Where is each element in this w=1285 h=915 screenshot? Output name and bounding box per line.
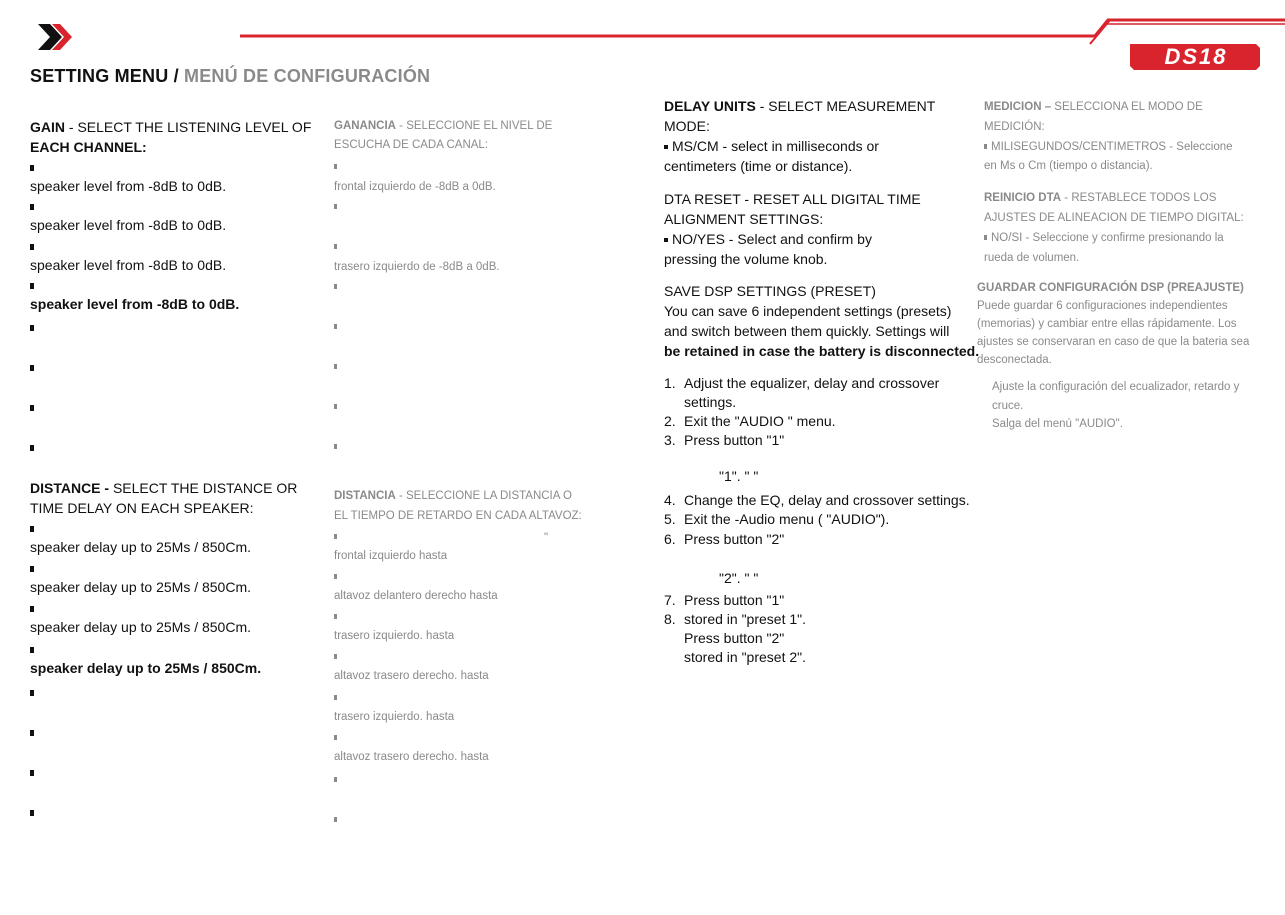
step-6-fragment: "2". " ": [719, 570, 759, 586]
bullet: [334, 364, 337, 369]
bullet: [334, 324, 337, 329]
step-5: Exit the -Audio menu ( "AUDIO").: [684, 511, 890, 527]
bullet: [30, 365, 34, 371]
save-dsp-heading: SAVE DSP SETTINGS (PRESET): [664, 283, 876, 299]
guardar-heading: GUARDAR CONFIGURACIÓN DSP (PREAJUSTE): [977, 282, 1244, 294]
distance-line-3: speaker delay up to 25Ms / 850Cm.: [30, 619, 252, 635]
no-yes-line: NO/YES - Select and confirm by: [672, 231, 872, 247]
bullet: [984, 235, 987, 240]
bullet: [334, 404, 337, 409]
bullet: [30, 204, 34, 210]
salga-line: Salga del menú "AUDIO".: [992, 418, 1123, 430]
guardar-para-4: desconectada.: [977, 354, 1052, 366]
medicion-heading-2: MEDICIÓN:: [984, 121, 1045, 133]
bullet: [334, 534, 337, 539]
distancia-line-1: frontal izquierdo hasta: [334, 550, 448, 562]
bullet: [334, 614, 337, 619]
distancia-line-3: trasero izquierdo. hasta: [334, 630, 455, 642]
stray-quote: ": [544, 532, 549, 544]
gain-heading-2: EACH CHANNEL:: [30, 139, 147, 155]
step-3: Press button "1": [684, 432, 785, 448]
bullet: [30, 810, 34, 816]
bullet: [30, 647, 34, 653]
bullet: [30, 445, 34, 451]
gain-heading-label: GAIN: [30, 119, 65, 135]
bullet: [30, 325, 34, 331]
step-8-cont-2: stored in "preset 2".: [684, 649, 807, 665]
step-1-cont: settings.: [684, 394, 737, 410]
bullet: [30, 165, 34, 171]
gain-line-4: speaker level from -8dB to 0dB.: [30, 296, 240, 312]
bullet: [664, 145, 668, 149]
step-7: Press button "1": [684, 592, 785, 608]
bullet: [334, 574, 337, 579]
bullet: [334, 695, 337, 700]
bullet: [334, 654, 337, 659]
bullet: [30, 730, 34, 736]
bullet: [984, 144, 987, 149]
bullet: [334, 164, 337, 169]
step-8-cont-1: Press button "2": [684, 630, 785, 646]
distancia-line-5: trasero izquierdo. hasta: [334, 711, 455, 723]
distance-heading-2: TIME DELAY ON EACH SPEAKER:: [30, 500, 254, 516]
distance-line-2: speaker delay up to 25Ms / 850Cm.: [30, 579, 252, 595]
ds18-logo: [1130, 40, 1260, 70]
medicion-label: MEDICION –: [984, 101, 1052, 113]
save-dsp-para-1: You can save 6 independent settings (presets): [664, 303, 952, 319]
dta-reset-heading: DTA RESET - RESET ALL DIGITAL TIME: [664, 191, 921, 207]
bullet: [30, 283, 34, 289]
bullet: [30, 690, 34, 696]
bullet: [664, 238, 668, 242]
milisegundos-line-2: en Ms o Cm (tiempo o distancia).: [984, 160, 1153, 172]
bullet: [334, 284, 337, 289]
bullet: [334, 817, 337, 822]
step-3-fragment: "1". " ": [719, 468, 759, 484]
bullet: [334, 735, 337, 740]
delay-units-label: DELAY UNITS: [664, 98, 756, 114]
bullet: [30, 770, 34, 776]
no-si-line: NO/SI - Seleccione y confirme presionando la: [991, 232, 1224, 244]
distancia-line-6: altavoz trasero derecho. hasta: [334, 751, 489, 763]
gain-line-2: speaker level from -8dB to 0dB.: [30, 217, 227, 233]
distance-line-1: speaker delay up to 25Ms / 850Cm.: [30, 539, 252, 555]
bullet: [334, 777, 337, 782]
gain-line-1: speaker level from -8dB to 0dB.: [30, 178, 227, 194]
delay-units-mode: MODE:: [664, 118, 710, 134]
distancia-line-2: altavoz delantero derecho hasta: [334, 590, 498, 602]
ms-cm-line-2: centimeters (time or distance).: [664, 158, 853, 174]
bullet: [30, 566, 34, 572]
step-4: Change the EQ, delay and crossover settings.: [684, 492, 970, 508]
step-8: stored in "preset 1".: [684, 611, 807, 627]
distancia-heading-label: DISTANCIA: [334, 490, 396, 502]
reinicio-dta-heading-2: AJUSTES DE ALINEACION DE TIEMPO DIGITAL:: [984, 212, 1244, 224]
bullet: [30, 244, 34, 250]
ms-cm-line: MS/CM - select in milliseconds or: [672, 138, 879, 154]
distancia-heading-2: EL TIEMPO DE RETARDO EN CADA ALTAVOZ:: [334, 510, 582, 522]
bullet: [334, 204, 337, 209]
reinicio-dta-label: REINICIO DTA: [984, 192, 1062, 204]
dta-reset-heading-2: ALIGNMENT SETTINGS:: [664, 211, 824, 227]
guardar-para-2: (memorias) y cambiar entre ellas rápidamente. Los: [977, 318, 1237, 330]
bullet: [334, 444, 337, 449]
gain-line-3: speaker level from -8dB to 0dB.: [30, 257, 227, 273]
bullet: [334, 244, 337, 249]
save-dsp-para-2: and switch between them quickly. Settings will: [664, 323, 950, 339]
bullet: [30, 526, 34, 532]
distance-line-4: speaker delay up to 25Ms / 850Cm.: [30, 660, 262, 676]
step-6: Press button "2": [684, 531, 785, 547]
bullet: [30, 606, 34, 612]
step-1: Adjust the equalizer, delay and crossover: [684, 375, 940, 391]
guardar-para-1: Puede guardar 6 configuraciones independientes: [977, 300, 1228, 312]
svg-text:DS18: DS18: [1164, 44, 1228, 69]
ajuste-line-1: Ajuste la configuración del ecualizador, retardo y: [992, 381, 1240, 393]
ganancia-line-1: frontal izquierdo de -8dB a 0dB.: [334, 181, 496, 193]
header-rule: [0, 0, 1285, 60]
ajuste-line-2: cruce.: [992, 400, 1024, 412]
guardar-para-3: ajustes se conservaran en caso de que la bateria sea: [977, 336, 1250, 348]
ganancia-heading-2: ESCUCHA DE CADA CANAL:: [334, 139, 489, 151]
step-2: Exit the "AUDIO " menu.: [684, 413, 836, 429]
bullet: [30, 405, 34, 411]
ganancia-line-2: trasero izquierdo de -8dB a 0dB.: [334, 261, 500, 273]
no-si-line-2: rueda de volumen.: [984, 252, 1080, 264]
distance-heading-label: DISTANCE -: [30, 480, 110, 496]
save-dsp-para-3: be retained in case the battery is disconnected.: [664, 343, 980, 359]
distancia-line-4: altavoz trasero derecho. hasta: [334, 670, 489, 682]
milisegundos-line: MILISEGUNDOS/CENTIMETROS - Seleccione: [991, 141, 1233, 153]
ganancia-heading-label: GANANCIA: [334, 120, 396, 132]
no-yes-line-2: pressing the volume knob.: [664, 251, 828, 267]
page-title: SETTING MENU / MENÚ DE CONFIGURACIÓN: [30, 66, 431, 86]
